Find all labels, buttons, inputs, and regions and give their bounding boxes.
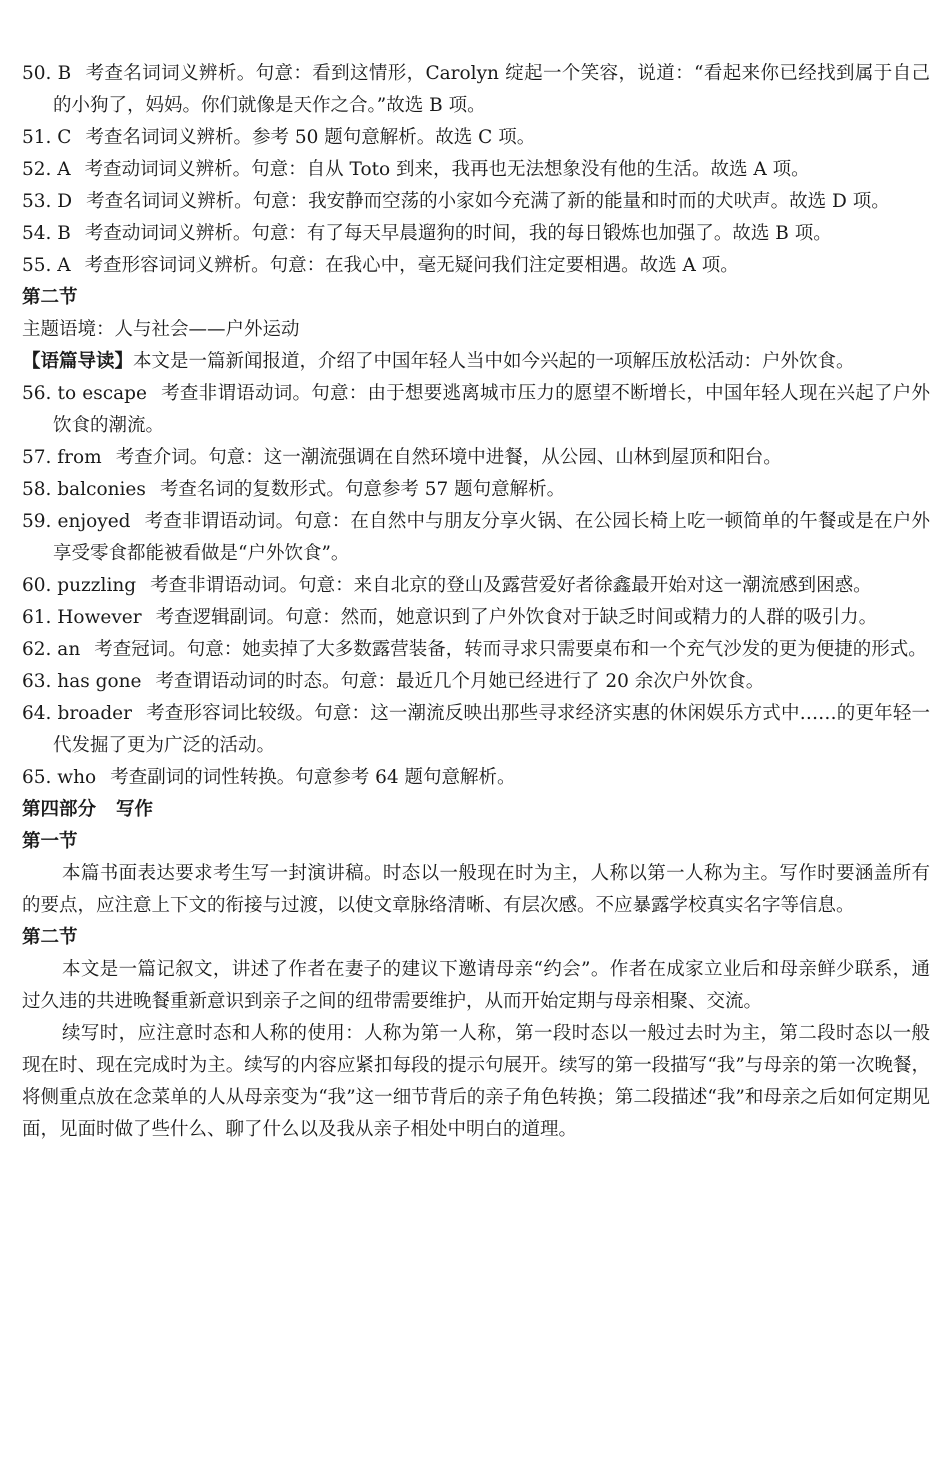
answer-item-64: [22, 698, 930, 762]
answer-item-62: [22, 634, 930, 666]
answer-item-55: [22, 250, 930, 282]
answer-item-50: [22, 58, 930, 122]
story-summary: 本文是一篇记叙文，讲述了作者在妻子的建议下邀请母亲“约会”。作者在成家立业后和母亲鲜少联系，通过久违的共进晚餐重新意识到亲子之间的纽带需要维护，从而开始定期与母亲相聚、交流。: [22, 959, 930, 1012]
answer-label: 56. to escape: [22, 383, 147, 404]
answer-label: 52. A: [22, 159, 71, 180]
answer-label: 62. an: [22, 639, 81, 660]
section-heading: 第二节: [22, 287, 78, 308]
answer-explanation: 考查形容词词义辨析。句意：在我心中，毫无疑问我们注定要相遇。故选 A 项。: [84, 255, 739, 276]
answer-explanation: 考查谓语动词的时态。句意：最近几个月她已经进行了 20 余次户外饮食。: [155, 671, 765, 692]
writing-explanation: 本篇书面表达要求考生写一封演讲稿。时态以一般现在时为主，人称以第一人称为主。写作时要涵盖所有的要点，应注意上下文的衔接与过渡，以使文章脉络清晰、有层次感。不应暴露学校真实名字等信息。: [22, 863, 930, 916]
guide-text: 本文是一篇新闻报道，介绍了中国年轻人当中如今兴起的一项解压放松活动：户外饮食。: [133, 351, 855, 372]
section-heading: 第一节: [22, 831, 78, 852]
part-title: 写作: [116, 799, 154, 820]
answer-explanation: 考查副词的词性转换。句意参考 64 题句意解析。: [110, 767, 516, 788]
answer-item-60: [22, 570, 930, 602]
guide-label: 【语篇导读】: [22, 351, 134, 372]
answer-label: 65. who: [22, 767, 97, 788]
answer-explanation: 考查形容词比较级。句意：这一潮流反映出那些寻求经济实惠的休闲娱乐方式中……的更年轻一代发掘了更为广泛的活动。: [53, 703, 930, 756]
answer-label: 58. balconies: [22, 479, 146, 500]
answers-group-b: [22, 378, 930, 794]
answer-explanation: 考查名词词义辨析。参考 50 题句意解析。故选 C 项。: [85, 127, 536, 148]
part-number: 第四部分: [22, 799, 97, 820]
answer-item-54: [22, 218, 930, 250]
answer-label: 61. However: [22, 607, 142, 628]
section-heading: 第二节: [22, 927, 78, 948]
answer-label: 63. has gone: [22, 671, 142, 692]
answer-explanation: 考查名词词义辨析。句意：我安静而空荡的小家如今充满了新的能量和时而的犬吠声。故选 D 项。: [86, 191, 890, 212]
answer-label: 50. B: [22, 63, 72, 84]
answer-item-56: [22, 378, 930, 442]
answers-group-a: [22, 58, 930, 282]
answer-explanation: 考查动词词义辨析。句意：自从 Toto 到来，我再也无法想象没有他的生活。故选 A 项。: [84, 159, 810, 180]
answer-label: 57. from: [22, 447, 102, 468]
continuation-guidance: 续写时，应注意时态和人称的使用：人称为第一人称，第一段时态以一般过去时为主，第二段时态以一般现在时、现在完成时为主。续写的内容应紧扣每段的提示句展开。续写的第一段描写“我”与母亲的第一次晚餐，将侧重点放在念菜单的人从母亲变为“我”这一细节背后的亲子角色转换；第二段描述“我”和母亲之后如何定期见面，见面时做了些什么、聊了什么以及我从亲子相处中明白的道理。: [22, 1023, 930, 1140]
answer-explanation: 考查逻辑副词。句意：然而，她意识到了户外饮食对于缺乏时间或精力的人群的吸引力。: [155, 607, 878, 628]
answer-item-61: [22, 602, 930, 634]
answer-item-53: [22, 186, 930, 218]
answer-explanation: 考查介词。句意：这一潮流强调在自然环境中进餐，从公园、山林到屋顶和阳台。: [115, 447, 782, 468]
answer-label: 53. D: [22, 191, 73, 212]
answer-item-63: [22, 666, 930, 698]
answer-label: 55. A: [22, 255, 71, 276]
answer-explanation: 考查名词的复数形式。句意参考 57 题句意解析。: [159, 479, 566, 500]
answer-item-51: [22, 122, 930, 154]
answer-label: 54. B: [22, 223, 71, 244]
answer-item-65: [22, 762, 930, 794]
answer-explanation: 考查非谓语动词。句意：由于想要逃离城市压力的愿望不断增长，中国年轻人现在兴起了户外饮食的潮流。: [53, 383, 930, 436]
theme-context: 主题语境：人与社会——户外运动: [22, 319, 300, 340]
part-heading: [22, 794, 930, 826]
answer-item-58: [22, 474, 930, 506]
answer-label: 51. C: [22, 127, 72, 148]
answer-label: 64. broader: [22, 703, 132, 724]
passage-guide: [22, 346, 930, 378]
answer-explanation: 考查名词词义辨析。句意：看到这情形，Carolyn 绽起一个笑容，说道：“看起来你已经找到属于自己的小狗了，妈妈。你们就像是天作之合。”故选 B 项。: [53, 63, 930, 116]
answer-explanation: 考查非谓语动词。句意：来自北京的登山及露营爱好者徐鑫最开始对这一潮流感到困惑。: [150, 575, 872, 596]
answer-explanation: 考查非谓语动词。句意：在自然中与朋友分享火锅、在公园长椅上吃一顿简单的午餐或是在户外享受零食都能被看做是“户外饮食”。: [53, 511, 930, 564]
answer-explanation: 考查动词词义辨析。句意：有了每天早晨遛狗的时间，我的每日锻炼也加强了。故选 B 项。: [84, 223, 832, 244]
answer-item-57: [22, 442, 930, 474]
answer-explanation: 考查冠词。句意：她卖掉了大多数露营装备，转而寻求只需要桌布和一个充气沙发的更为便捷的形式。: [94, 639, 927, 660]
answer-label: 60. puzzling: [22, 575, 137, 596]
answer-item-52: [22, 154, 930, 186]
answer-label: 59. enjoyed: [22, 511, 131, 532]
answer-item-59: [22, 506, 930, 570]
